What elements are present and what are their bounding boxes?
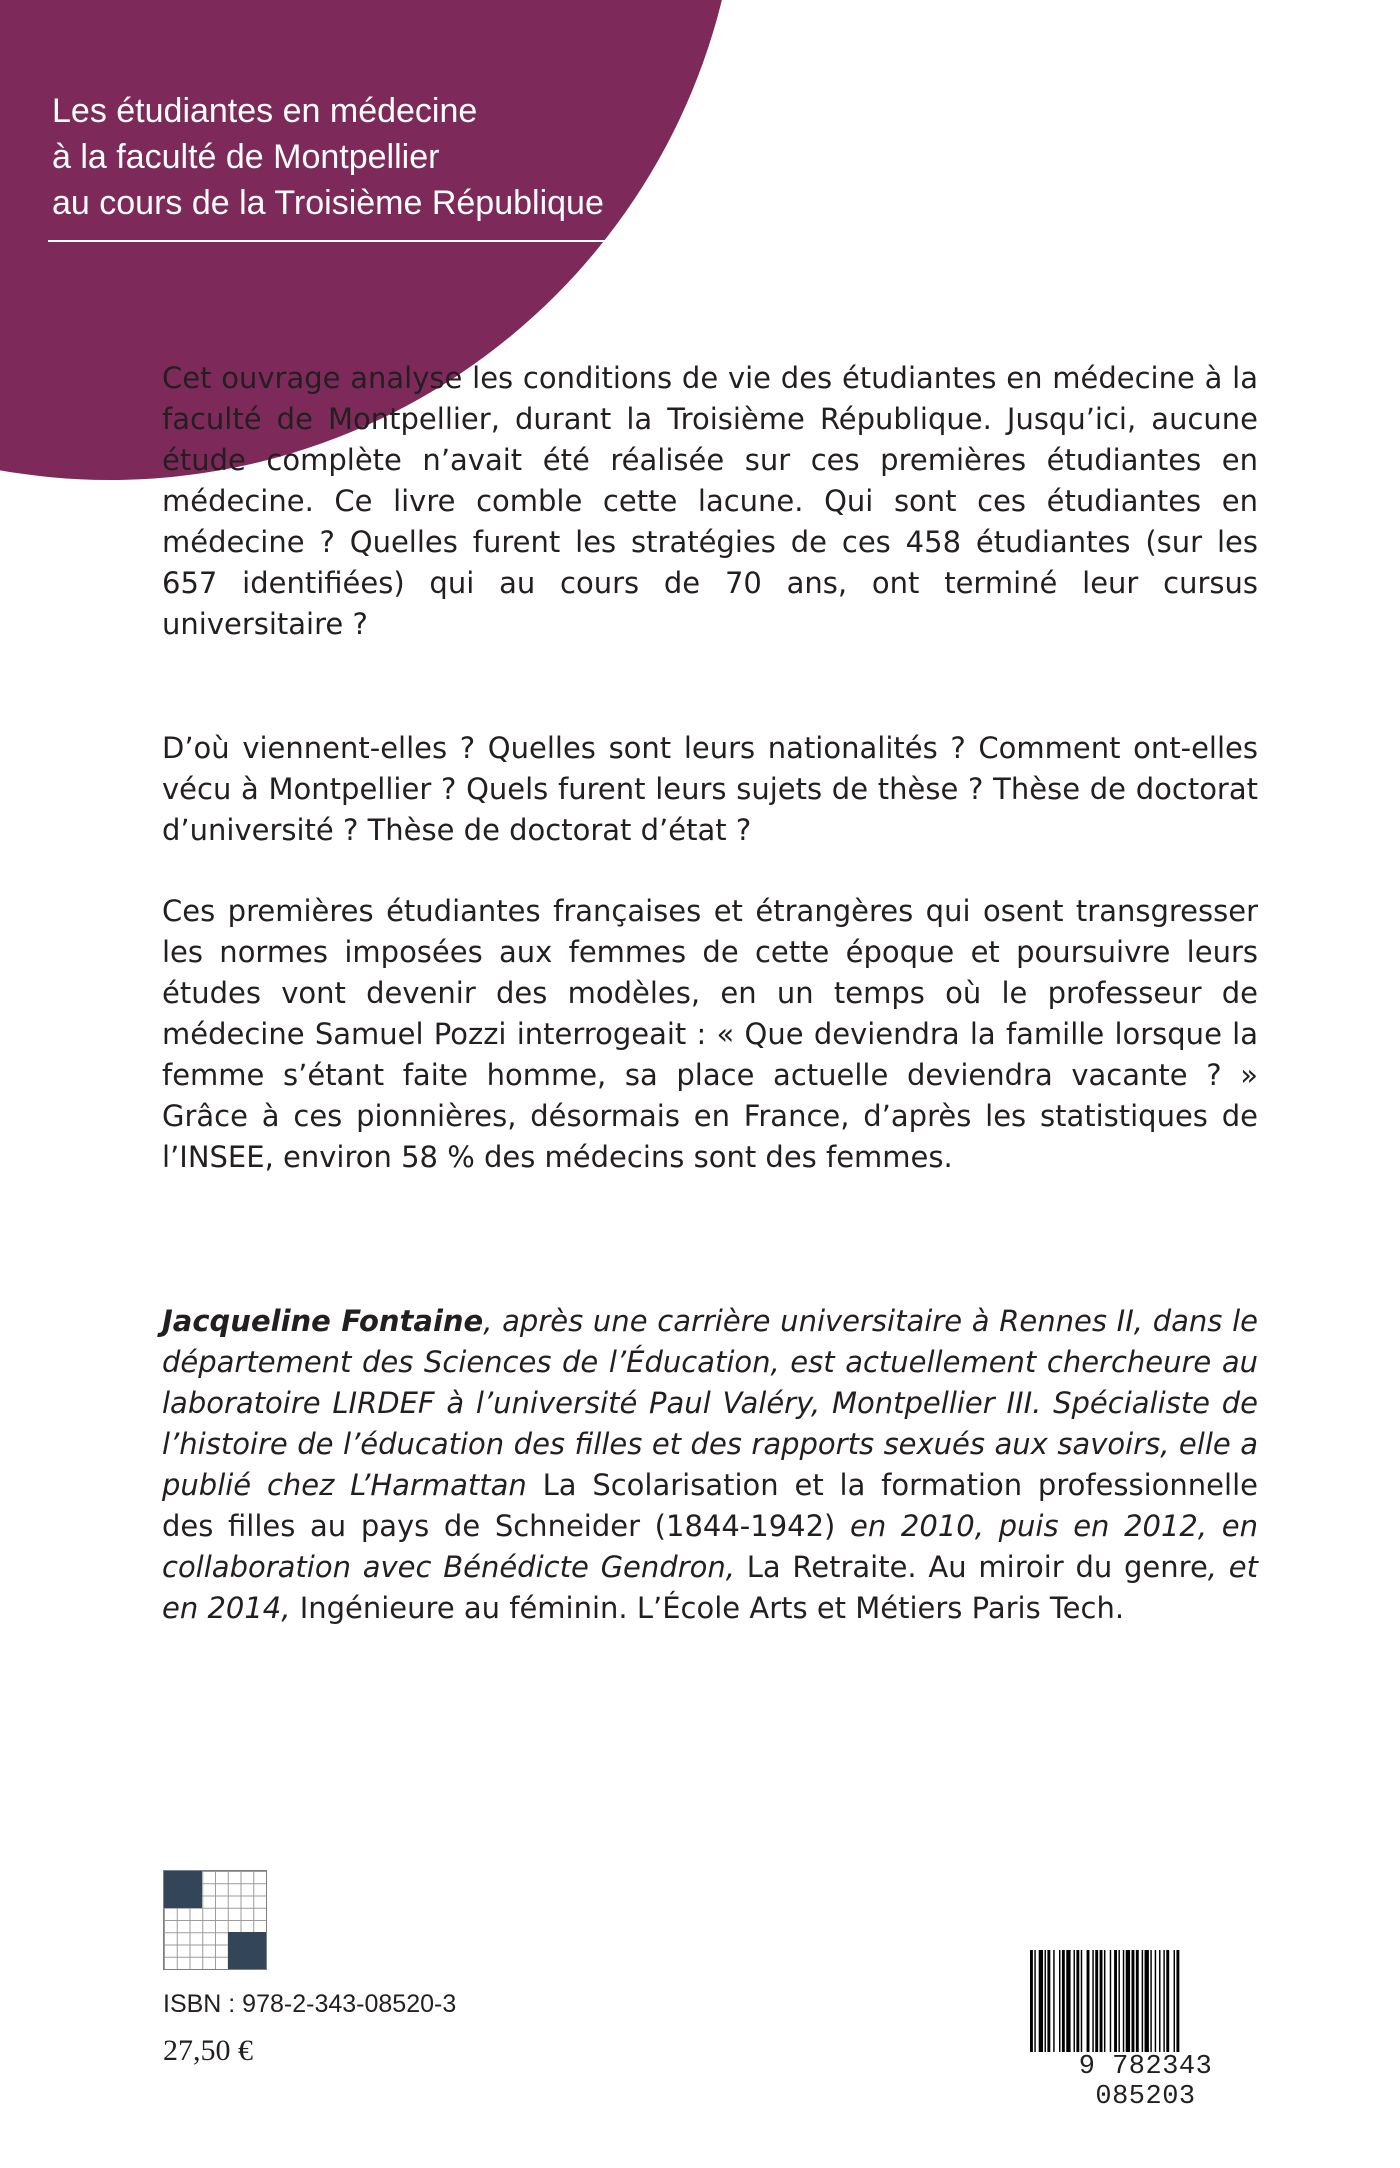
book-title: [52, 88, 672, 226]
price: 27,50 €: [163, 2034, 253, 2067]
isbn: ISBN : 978-2-343-08520-3: [163, 1990, 457, 2018]
bio-text-2: en 2010, puis en 2012, en collaboration avec Bénédicte Gendron,: [162, 1509, 1258, 1584]
bio-book-title-2: La Retraite. Au miroir du genre: [746, 1550, 1208, 1584]
author-name: Jacqueline Fontaine: [162, 1304, 484, 1338]
publisher-logo: [163, 1870, 267, 1970]
author-bio: [162, 1301, 1258, 1629]
summary-paragraph-3: Ces premières étudiantes françaises et étrangères qui osent transgresser les normes imposées aux femmes de cette époque et poursuivre leurs études vont devenir des modèles, en un temps où le professeur de médecine Samuel Pozzi interrogeait : « Que deviendra la famille lorsque la femme s’étant faite homme, sa place actuelle deviendra vacante ? » Grâce à ces pionnières, désormais en France, d’après les statistiques de l’INSEE, environ 58 % des médecins sont des femmes.: [162, 894, 1258, 1174]
summary-paragraph-1: [162, 358, 1258, 645]
bio-book-title-3: Ingénieure au féminin. L’École Arts et Métiers Paris Tech.: [299, 1591, 1125, 1625]
bio-text-3: , et en 2014,: [162, 1550, 1258, 1625]
summary-paragraph-2: D’où viennent-elles ? Quelles sont leurs nationalités ? Comment ont-elles vécu à Montpellier ? Quels furent leurs sujets de thèse ? Thèse de doctorat d’université ? Thèse de doctorat d’état ?: [162, 731, 1258, 847]
publisher-logo-square-bottom: [228, 1932, 266, 1969]
book-title-line-3: au cours de la Troisième République: [52, 184, 604, 222]
summary-paragraph-1-text: Cet ouvrage analyse les conditions de vie des étudiantes en médecine à la faculté de Montpellier, durant la Troisième République. Jusqu’ici, aucune étude complète n’avait été réalisée sur ces premières étudiantes en médecine. Ce livre comble cette lacune. Qui sont ces étudiantes en médecine ? Quelles furent les stratégies de ces 458 étudiantes (sur les 657 identifiées) qui au cours de 70 ans, ont terminé leur cursus universitaire ?: [162, 361, 1258, 641]
publisher-logo-square-top: [164, 1871, 202, 1908]
bio-book-title-1: La Scolarisation et la formation professionnelle des filles au pays de Schneider (1844-1942): [162, 1468, 1258, 1543]
bio-text-1: , après une carrière universitaire à Rennes II, dans le département des Sciences de l’Éducation, est actuellement chercheure au laboratoire LIRDEF à l’université Paul Valéry, Montpellier III. Spécialiste de l’histoire de l’éducation des filles et des rapports sexués aux savoirs, elle a publié chez L’Harmattan: [162, 1304, 1258, 1502]
book-title-line-1: Les étudiantes en médecine: [52, 92, 478, 130]
book-title-line-2: à la faculté de Montpellier: [52, 138, 440, 176]
title-divider: [48, 240, 658, 242]
barcode-digits: 9 782343 085203: [1028, 2052, 1263, 2112]
